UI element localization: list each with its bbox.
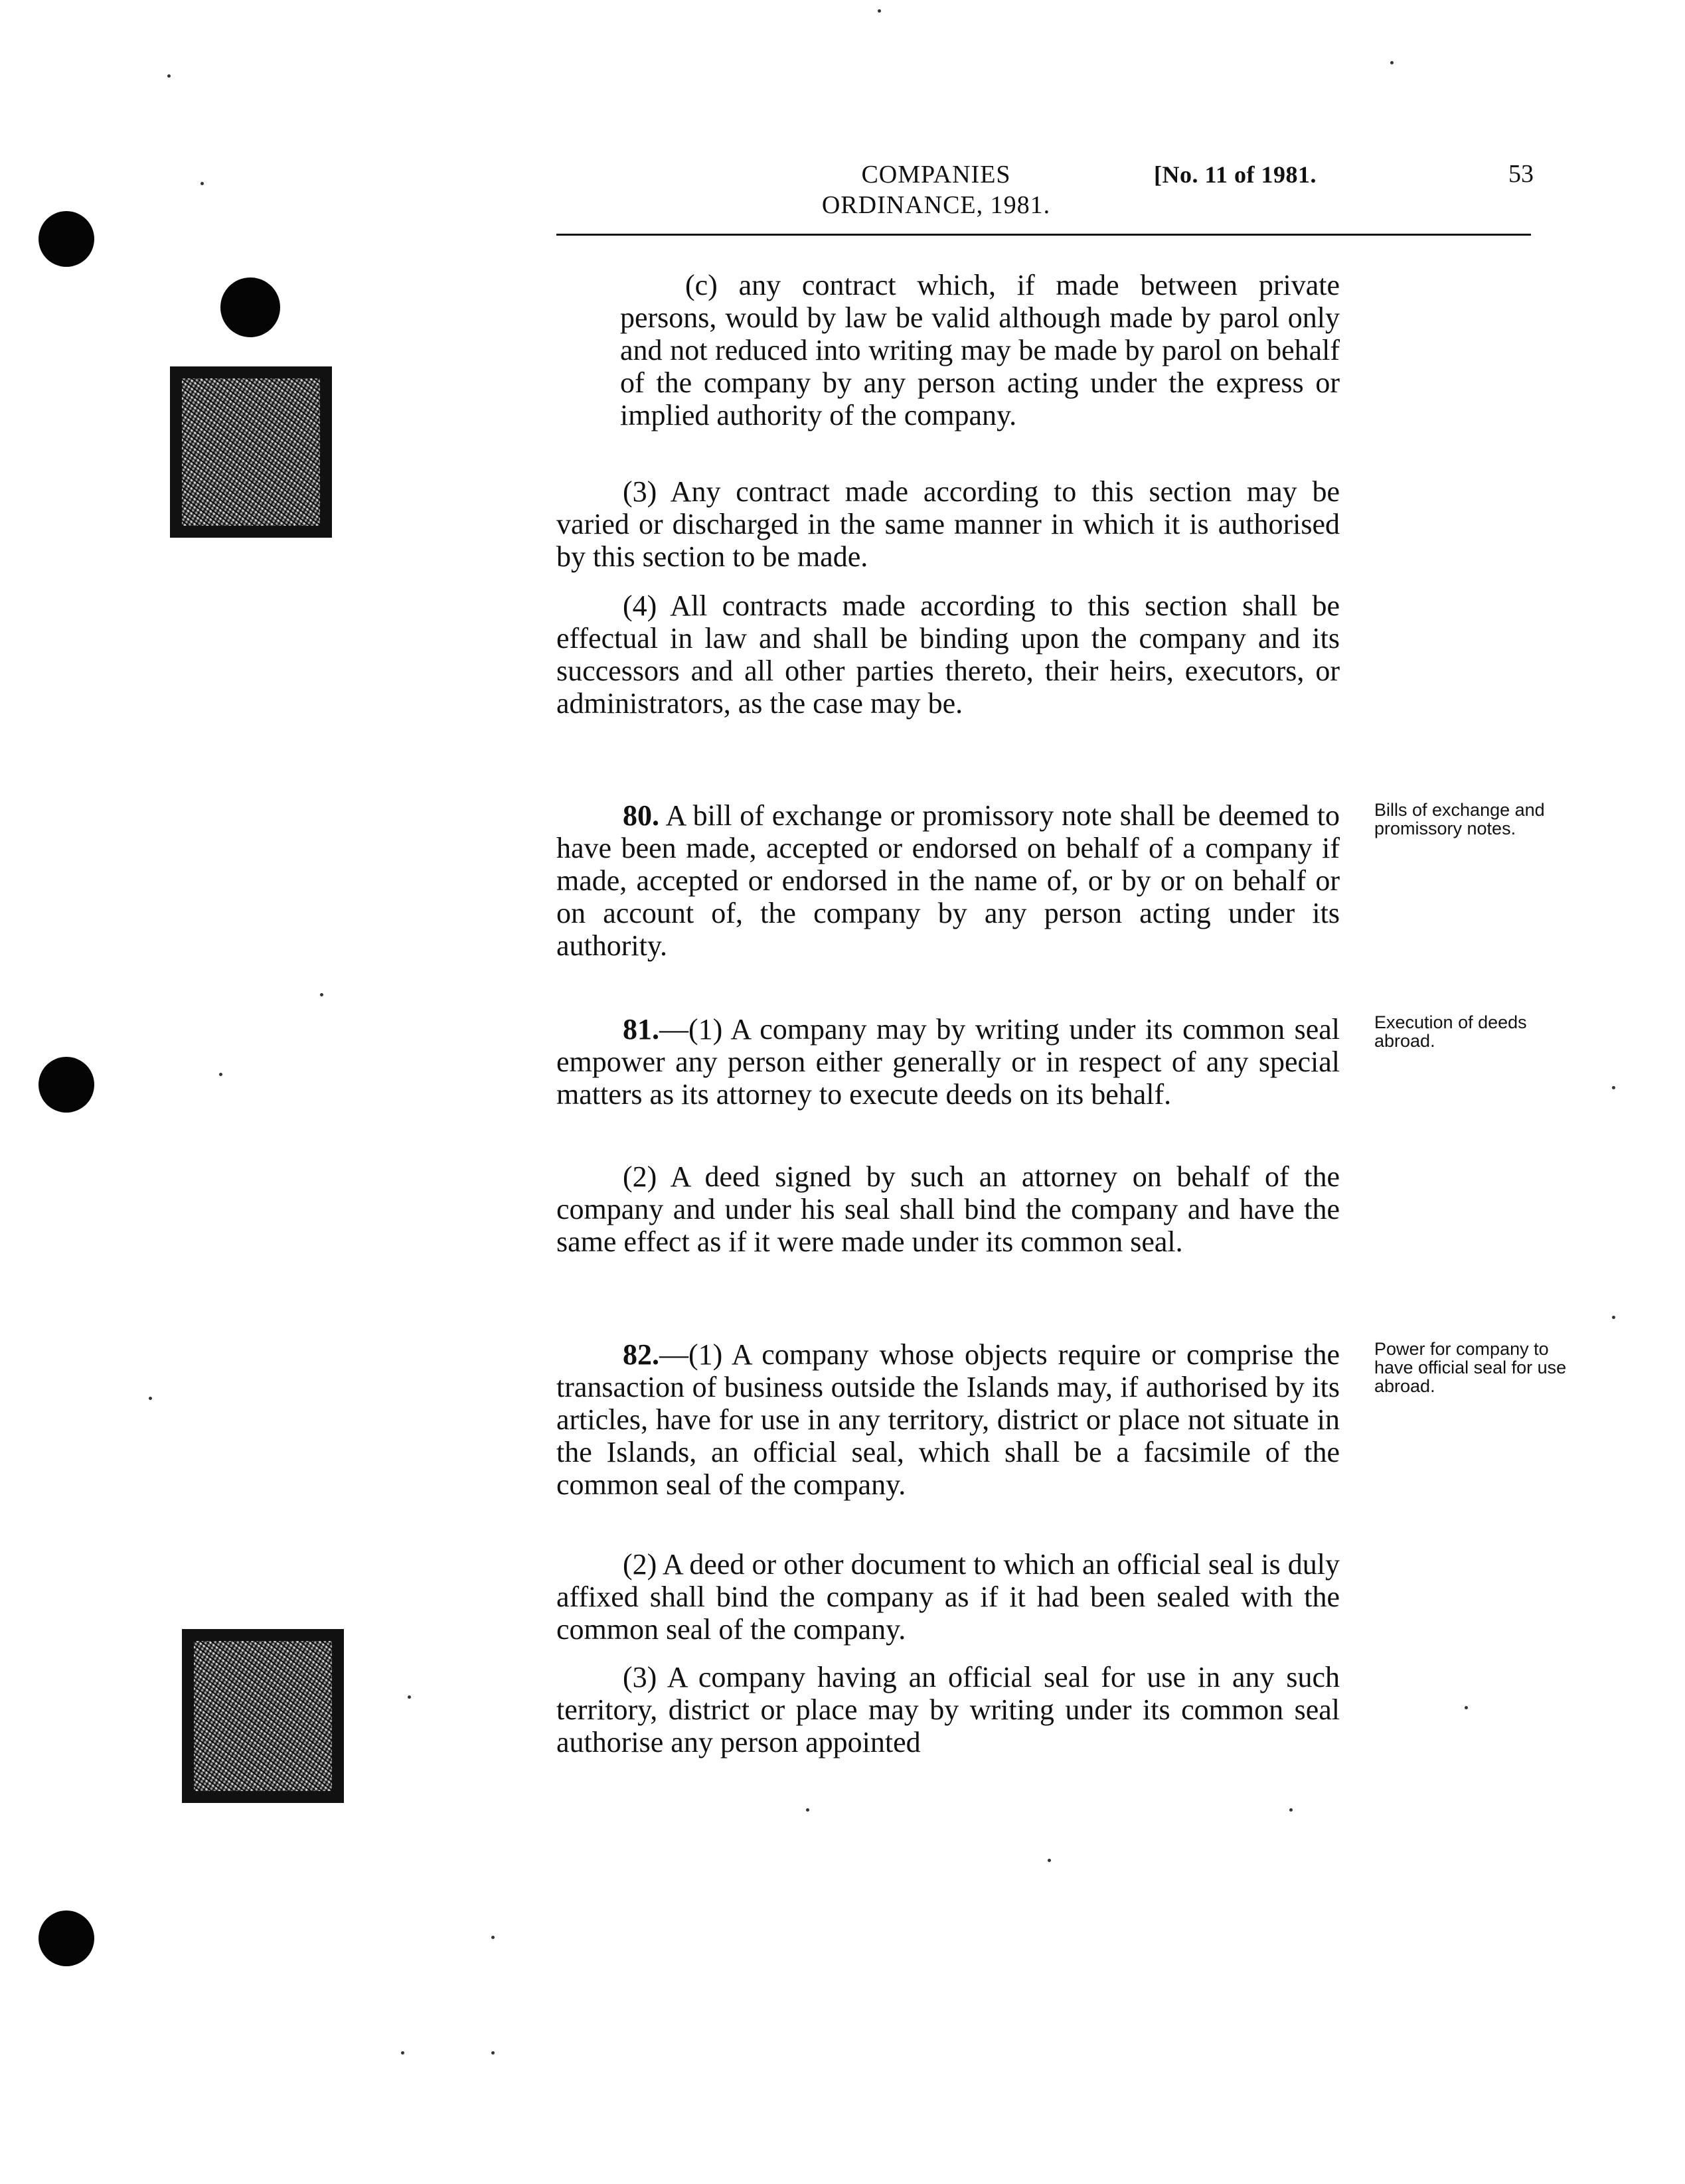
speck xyxy=(1048,1859,1051,1862)
margin-note-80: Bills of exchange and promissory notes. xyxy=(1374,800,1545,838)
punch-hole-top xyxy=(39,211,94,267)
speck xyxy=(149,1397,152,1400)
speck xyxy=(408,1695,411,1699)
scan-blot xyxy=(220,277,280,337)
punch-hole-bottom xyxy=(39,1911,94,1966)
scan-noise-box-top xyxy=(170,366,332,538)
ordinance-number: [No. 11 of 1981. xyxy=(1154,161,1317,188)
section-82-1 xyxy=(556,1338,1340,1501)
speck xyxy=(491,2051,495,2055)
section-81-2: (2) A deed signed by such an attorney on behalf of the company and under his seal shall bind the company and have the same effect as if it were made under its common seal. xyxy=(556,1160,1340,1258)
scan-noise-box-bottom xyxy=(182,1629,344,1803)
section-81-1 xyxy=(556,1013,1340,1111)
speck xyxy=(1612,1316,1615,1319)
header-title-line2: ORDINANCE, 1981. xyxy=(821,191,1051,219)
speck xyxy=(878,9,881,13)
section-81-text: —(1) A company may by writing under its common seal empower any person either generally or in respect of any special matters as its attorney to execute deeds on its behalf. xyxy=(556,1013,1340,1111)
speck xyxy=(167,74,171,78)
section-82-3: (3) A company having an official seal for use in any such territory, district or place may by writing under its common seal authorise any person appointed xyxy=(556,1661,1340,1758)
speck xyxy=(1289,1808,1293,1812)
header-rule xyxy=(556,234,1531,236)
speck xyxy=(320,993,323,996)
speck xyxy=(806,1808,809,1812)
section-80-number: 80. xyxy=(623,799,659,832)
speck xyxy=(401,2051,404,2055)
speck xyxy=(491,1936,495,1939)
paragraph-79-4: (4) All contracts made according to this section shall be effectual in law and shall be binding upon the company and its successors and all other parties thereto, their heirs, executors, or administrators, as the case may be. xyxy=(556,589,1340,720)
section-81-number: 81. xyxy=(623,1013,659,1046)
speck xyxy=(201,182,204,185)
section-80 xyxy=(556,799,1340,962)
margin-note-82: Power for company to have official seal for use abroad. xyxy=(1374,1339,1567,1396)
section-82-text: —(1) A company whose objects require or comprise the transaction of business outside the Islands may, if authorised by its articles, have for use in any territory, district or place not situate in the Islands, an official seal, which shall be a facsimile of the common seal of the company. xyxy=(556,1338,1340,1501)
speck xyxy=(1390,61,1394,64)
punch-hole-middle xyxy=(39,1057,94,1113)
paragraph-c: (c) any contract which, if made between private persons, would by law be valid although made by parol only and not reduced into writing may be made by parol on behalf of the company by any person acting under the express or implied authority of the company. xyxy=(620,269,1340,431)
section-80-text: A bill of exchange or promissory note shall be deemed to have been made, accepted or endorsed on behalf of a company if made, accepted or endorsed in the name of, or by or on behalf or on account of, the company by any person acting under its authority. xyxy=(556,799,1340,962)
section-82-number: 82. xyxy=(623,1338,659,1371)
header-title-line1: COMPANIES xyxy=(861,161,1011,189)
paragraph-79-3: (3) Any contract made according to this section may be varied or discharged in the same manner in which it is authorised by this section to be made. xyxy=(556,475,1340,573)
page-number: 53 xyxy=(1508,160,1534,188)
speck xyxy=(219,1073,222,1076)
speck xyxy=(1612,1086,1615,1089)
margin-note-81: Execution of deeds abroad. xyxy=(1374,1012,1527,1051)
running-header-title xyxy=(797,159,1076,220)
speck xyxy=(1465,1706,1468,1709)
section-82-2: (2) A deed or other document to which an official seal is duly affixed shall bind the company as if it had been sealed with the common seal of the company. xyxy=(556,1548,1340,1646)
